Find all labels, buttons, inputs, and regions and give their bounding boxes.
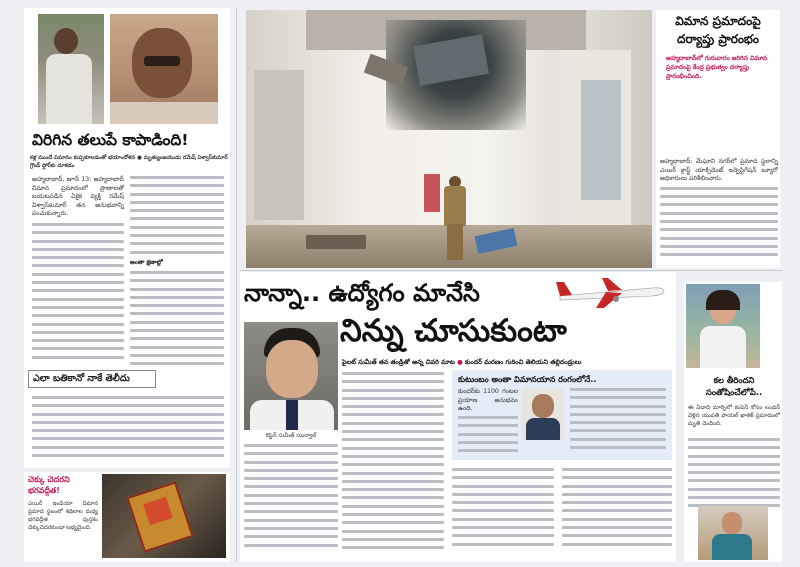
payal-photo-2 bbox=[698, 506, 768, 560]
section-label: ఎలా బతికానో నాకే తెలీదు bbox=[33, 373, 130, 384]
airplane-icon bbox=[556, 274, 668, 310]
gita-story-panel bbox=[24, 472, 230, 562]
main-column-4 bbox=[562, 468, 672, 551]
main-column-2 bbox=[244, 444, 338, 552]
left-story-column-1 bbox=[32, 176, 124, 364]
pilot-photo-caption: కెప్టెన్ సుమీత్ సబర్వాల్ bbox=[265, 433, 317, 439]
divider-vertical bbox=[236, 8, 237, 562]
left-story-headline: విరిగిన తలుపే కాపాడింది! bbox=[32, 131, 189, 149]
crash-site-photo bbox=[246, 10, 652, 268]
left-story-lower-text bbox=[32, 396, 224, 462]
survivor-photo-portrait bbox=[110, 14, 218, 124]
family-box bbox=[452, 370, 672, 460]
left-story-lead: అహ్మదాబాద్, జూన్ 13: అహ్మదాబాద్ విమాన ప్రమాదంలో ప్రాణాలతో బయటపడిన ఏకైక వ్యక్తి రమేష్ విశ్వాస్‌కుమార్ తన అనుభవాన్ని పంచుకున్నారు. bbox=[32, 176, 124, 218]
right-story-panel bbox=[656, 10, 780, 268]
right-story-highlight: అహ్మదాబాద్‌లో గురువారం జరిగిన విమాన ప్రమాదంపై కేంద్ర ప్రభుత్వం దర్యాప్తు ప్రారంభించింది. bbox=[666, 55, 768, 80]
main-column-1 bbox=[342, 372, 444, 555]
kunder-photo bbox=[522, 388, 564, 440]
subhead-2: మృత్యుంజయుడు రమేష్ విశ్వాస్‌కుమార్ bbox=[143, 155, 228, 161]
subhead-1: కళ్ల ముందే విమానం కుప్పకూలడంతో భయాందోళన bbox=[30, 155, 136, 161]
payal-heading: కల తీరిందని సంతోషించేలోపే.. bbox=[705, 375, 763, 397]
left-story-panel bbox=[24, 8, 230, 468]
divider-horizontal bbox=[240, 270, 782, 271]
section-label-box bbox=[28, 370, 156, 388]
strap-left: పైలట్ సుమీత్ తన తండ్రితో అన్న చివరి మాట bbox=[342, 358, 455, 366]
right-story-body bbox=[660, 158, 778, 261]
pilot-photo bbox=[244, 322, 338, 430]
main-headline-bottom: నిన్ను చూసుకుంటా bbox=[340, 313, 567, 349]
family-box-heading: కుటుంబం అంతా విమానయాన రంగంలోనే.. bbox=[458, 374, 597, 384]
gita-book-photo bbox=[102, 474, 226, 558]
main-story-panel bbox=[240, 272, 676, 562]
payal-body: ఈ ఏడాది మార్చిలో కంపెనీ కోసం లండన్ వెళ్లిన యువతి పాయల్ ఖాతిక్ ప్రమాదంలో మృతి చెందింది. bbox=[688, 405, 780, 427]
family-box-lead: కుందర్‌కు 1100 గంటల ప్రయాణ అనుభవం ఉంది. bbox=[458, 388, 518, 413]
right-story-headline: విమాన ప్రమాదంపై దర్యాప్తు ప్రారంభం bbox=[675, 14, 761, 46]
right-story-body-text: అహ్మదాబాద్: మేఘాని నగర్‌లో ప్రమాద స్థలాన్ని ఎయిర్ క్రాఫ్ట్ యాక్సిడెంట్ ఇన్వెస్టిగేషన్ బ్యూరో అధికారులు పరిశీలించారు. bbox=[660, 158, 778, 183]
payal-photo bbox=[686, 284, 760, 368]
strap-line: పైలట్ సుమీత్ తన తండ్రితో అన్న చివరి మాట ● కుందర్ మరణం గురించి తెలియని తల్లిదండ్రులు bbox=[342, 358, 582, 366]
left-story-subheads: కళ్ల ముందే విమానం కుప్పకూలడంతో భయాందోళన ● మృత్యుంజయుడు రమేష్ విశ్వాస్‌కుమార్ గ్రౌండ్ ఫ్లోర్‌కు దూకడం bbox=[30, 155, 228, 169]
left-story-column-2 bbox=[130, 176, 224, 371]
subhead-3: గ్రౌండ్ ఫ్లోర్‌కు దూకడం bbox=[30, 163, 75, 169]
survivor-photo-hospital bbox=[38, 14, 104, 124]
gita-body: ఎయిర్ ఇండియా విమాన ప్రమాద స్థలంలో శిథిలాల మధ్య భగవద్గీత పుస్తకం చెక్కుచెదరకుండా లభ్యమైంది. bbox=[28, 501, 98, 531]
main-column-3 bbox=[452, 468, 554, 551]
left-story-crosshead: అంతా క్షణాల్లో bbox=[130, 258, 163, 266]
main-headline-top: నాన్నా.. ఉద్యోగం మానేసి bbox=[244, 279, 480, 307]
gita-heading: చెక్కు చెదరని భగవద్గీత! bbox=[28, 475, 70, 495]
payal-story-panel bbox=[684, 282, 782, 562]
strap-right: కుందర్ మరణం గురించి తెలియని తల్లిదండ్రులు bbox=[464, 358, 582, 366]
